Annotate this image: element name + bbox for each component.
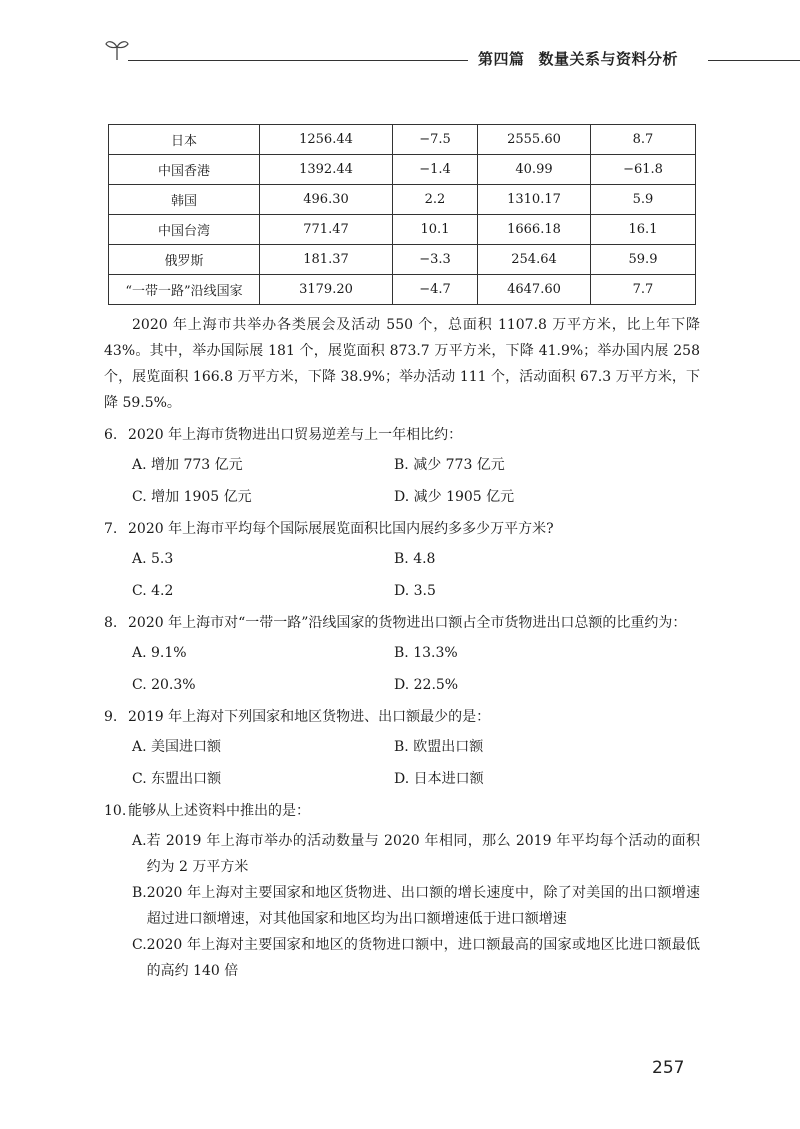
table-cell: −7.5 [393,125,478,155]
option: A. 9.1% [132,645,187,661]
part-label: 第四篇 [478,50,525,68]
option-label: C. [132,937,147,953]
table-cell: 4647.60 [478,275,591,305]
page-number: 257 [652,1058,685,1078]
option: D. 3.5 [394,583,436,599]
question-text: 2020 年上海市平均每个国际展展览面积比国内展约多多少万平方米? [128,521,554,537]
question-text: 能够从上述资料中推出的是： [128,803,310,819]
option-text: 若 2019 年上海市举办的活动数量与 2020 年相同，那么 2019 年平均每个活动的面积约为 2 万平方米 [146,833,700,875]
option [132,932,700,984]
options-8 [132,640,700,698]
table-cell: 40.99 [478,155,591,185]
table-cell: −4.7 [393,275,478,305]
table-row [109,125,696,155]
table-cell: 3179.20 [260,275,393,305]
header-rule-right [708,60,800,61]
table-cell: 496.30 [260,185,393,215]
question-9 [104,704,700,730]
options-10 [132,828,700,984]
option: A. 增加 773 亿元 [132,457,243,473]
option: B. 欧盟出口额 [394,739,484,755]
table-cell: 1666.18 [478,215,591,245]
question-number: 6. [104,427,118,443]
option: C. 4.2 [132,583,174,599]
table-row [109,185,696,215]
option: C. 20.3% [132,677,196,693]
question-number: 9. [104,709,118,725]
table-row [109,245,696,275]
header-rule-left [128,60,468,61]
table-cell: 254.64 [478,245,591,275]
options-6 [132,452,700,510]
section-title: 数量关系与资料分析 [538,50,679,68]
table-cell: 韩国 [109,185,260,215]
table-cell: 2555.60 [478,125,591,155]
question-number: 10. [104,803,127,819]
table-cell: “一带一路”沿线国家 [109,275,260,305]
option: B. 13.3% [394,645,458,661]
table-cell: −1.4 [393,155,478,185]
question-text: 2019 年上海对下列国家和地区货物进、出口额最少的是： [128,709,491,725]
option: A. 5.3 [132,551,174,567]
table-cell: 中国台湾 [109,215,260,245]
table-cell: 日本 [109,125,260,155]
table-cell: 中国香港 [109,155,260,185]
table-cell: 771.47 [260,215,393,245]
running-header [0,36,800,76]
option: D. 日本进口额 [394,771,484,787]
table-row [109,275,696,305]
option: D. 22.5% [394,677,459,693]
table-cell: 59.9 [591,245,696,275]
trade-table [108,124,696,305]
table-cell: −3.3 [393,245,478,275]
table-cell: 10.1 [393,215,478,245]
option: B. 减少 773 亿元 [394,457,505,473]
table-row [109,215,696,245]
table-cell: 7.7 [591,275,696,305]
table-cell: 181.37 [260,245,393,275]
question-10 [104,798,700,824]
options-9 [132,734,700,792]
table-cell: −61.8 [591,155,696,185]
option-text: 2020 年上海对主要国家和地区的货物进口额中，进口额最高的国家或地区比进口额最低的高约 140 倍 [146,937,700,979]
table-cell: 2.2 [393,185,478,215]
option: C. 增加 1905 亿元 [132,489,252,505]
option-text: 2020 年上海对主要国家和地区货物进、出口额的增长速度中，除了对美国的出口额增速超过进口额增速，对其他国家和地区均为出口额增速低于进口额增速 [146,885,700,927]
table-cell: 俄罗斯 [109,245,260,275]
option: B. 4.8 [394,551,436,567]
sprout-icon [104,36,130,62]
question-text: 2020 年上海市货物进出口贸易逆差与上一年相比约： [128,427,463,443]
question-6 [104,422,700,448]
question-number: 7. [104,521,118,537]
option-label: A. [132,833,147,849]
table-cell: 8.7 [591,125,696,155]
table-cell: 5.9 [591,185,696,215]
option [132,828,700,880]
question-8 [104,610,700,636]
question-number: 8. [104,615,118,631]
option-label: B. [132,885,147,901]
table-cell: 1392.44 [260,155,393,185]
table-cell: 1256.44 [260,125,393,155]
question-text: 2020 年上海市对“一带一路”沿线国家的货物进出口额占全市货物进出口总额的比重约为： [128,615,687,631]
table-row [109,155,696,185]
header-title [478,48,678,69]
table-cell: 16.1 [591,215,696,245]
page-body [104,312,700,984]
option: A. 美国进口额 [132,739,222,755]
option [132,880,700,932]
question-7 [104,516,700,542]
options-7 [132,546,700,604]
option: D. 减少 1905 亿元 [394,489,515,505]
passage-paragraph: 2020 年上海市共举办各类展会及活动 550 个，总面积 1107.8 万平方米，比上年下降 43%。其中，举办国际展 181 个，展览面积 873.7 万平方米，下降 41.9%；举办国内展 258 个，展览面积 166.8 万平方米，下降 38.9%；举办活动 111 个，活动面积 67.3 万平方米，下降 59.5%。 [104,317,700,411]
table-cell: 1310.17 [478,185,591,215]
option: C. 东盟出口额 [132,771,222,787]
